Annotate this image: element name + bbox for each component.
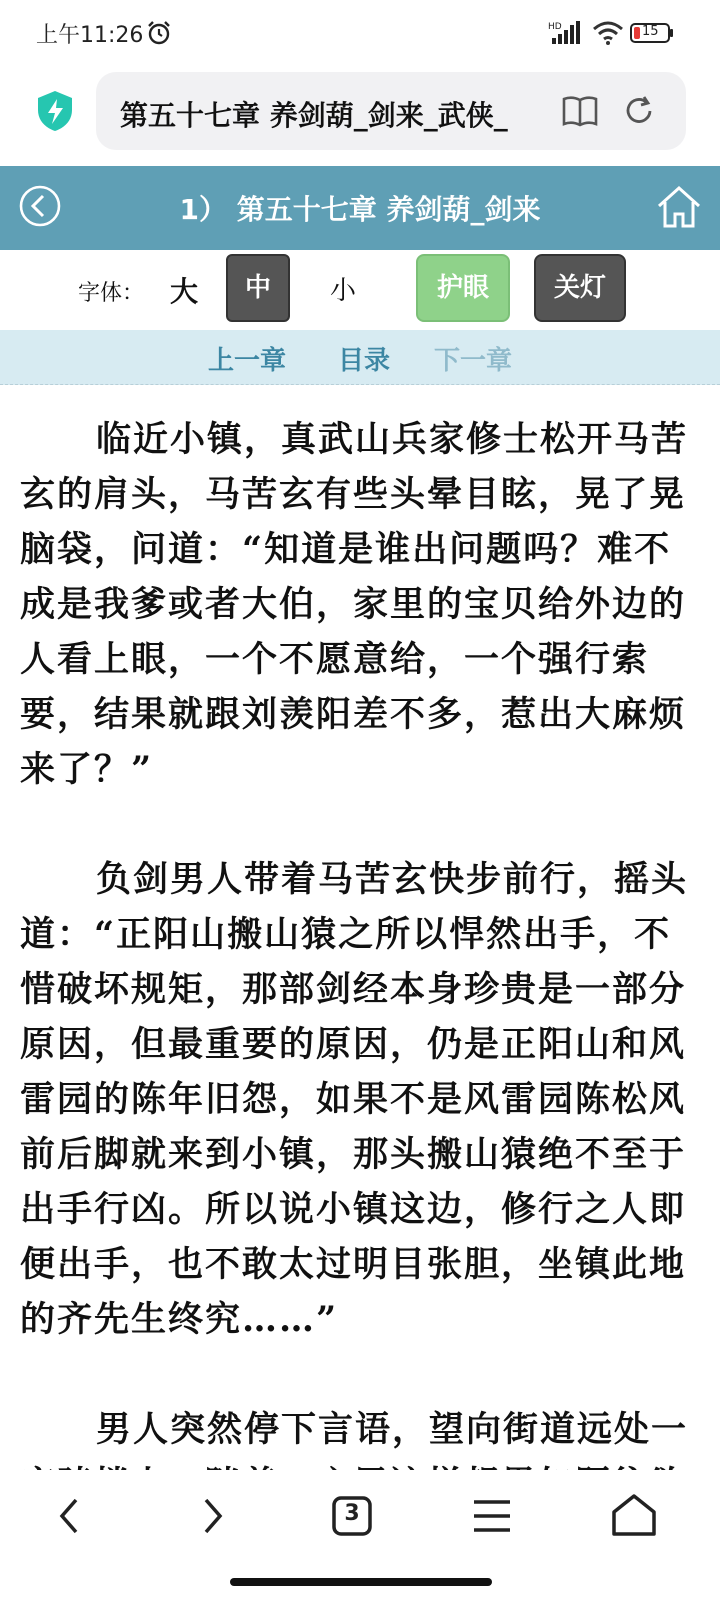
next-chapter-link[interactable]: 下一章 xyxy=(434,346,513,376)
chapter-content xyxy=(20,412,700,1470)
reload-icon[interactable] xyxy=(622,94,656,128)
paragraph: 临近小镇，真武山兵家修士松开马苦玄的肩头，马苦玄有些头晕目眩，晃了晃脑袋，问道：“知道是谁出问题吗？难不成是我爹或者大伯，家里的宝贝给外边的人看上眼，一个不愿意给，一个强行索要，结果就跟刘羡阳差不多，惹出大麻烦来了？” xyxy=(20,419,689,790)
wifi-icon xyxy=(592,20,624,46)
font-size-small-button[interactable]: 小 xyxy=(330,276,357,306)
signal-strength-icon xyxy=(548,20,586,46)
back-arrow-icon[interactable] xyxy=(18,184,62,228)
home-icon[interactable] xyxy=(656,184,702,230)
battery-indicator xyxy=(630,22,674,44)
address-bar[interactable] xyxy=(96,72,686,150)
forward-icon[interactable] xyxy=(182,1486,242,1546)
lights-off-button[interactable]: 关灯 xyxy=(534,254,626,322)
font-size-label: 字体： xyxy=(78,281,145,306)
previous-chapter-link[interactable]: 上一章 xyxy=(208,346,287,376)
paragraph: 男人突然停下言语，望向街道远处一 xyxy=(96,1409,689,1450)
page-title-url[interactable]: 第五十七章 养剑葫_剑来_武侠_ xyxy=(120,99,508,132)
home-nav-icon[interactable] xyxy=(604,1486,664,1546)
reading-controls xyxy=(0,250,720,330)
table-of-contents-link[interactable]: 目录 xyxy=(338,346,391,376)
status-time: 上午11:26 xyxy=(36,23,144,48)
font-size-large-button[interactable]: 大 xyxy=(170,275,199,308)
font-size-medium-button[interactable]: 中 xyxy=(226,254,290,322)
reader-header xyxy=(0,166,720,250)
tabs-count: 3 xyxy=(344,1501,360,1526)
menu-icon[interactable] xyxy=(462,1486,522,1546)
bottom-navigation-bar xyxy=(0,1470,720,1600)
eye-care-button[interactable]: 护眼 xyxy=(416,254,510,322)
battery-level: 15 xyxy=(642,24,659,39)
tabs-button[interactable] xyxy=(322,1486,382,1546)
browser-toolbar xyxy=(0,66,720,162)
paragraph: 负剑男人带着马苦玄快步前行，摇头道：“正阳山搬山猿之所以悍然出手，不惜破坏规矩，那部剑经本身珍贵是一部分原因，但最重要的原因，仍是正阳山和风雷园的陈年旧怨，如果不是风雷园陈松风前后脚就来到小镇，那头搬山猿绝不至于出手行凶。所以说小镇这边，修行之人即便出手，也不敢太过明目张胆，坐镇此地的齐先生终究……” xyxy=(20,859,689,1340)
alarm-clock-icon xyxy=(146,20,172,46)
gesture-home-indicator[interactable] xyxy=(230,1578,492,1586)
chapter-navigation xyxy=(0,330,720,385)
reader-mode-icon[interactable] xyxy=(562,94,598,128)
chapter-title: 1） 第五十七章 养剑葫_剑来 xyxy=(179,193,541,226)
back-icon[interactable] xyxy=(40,1486,100,1546)
security-shield-icon[interactable] xyxy=(36,90,74,132)
network-label: HD xyxy=(548,22,562,32)
status-bar xyxy=(0,0,720,66)
